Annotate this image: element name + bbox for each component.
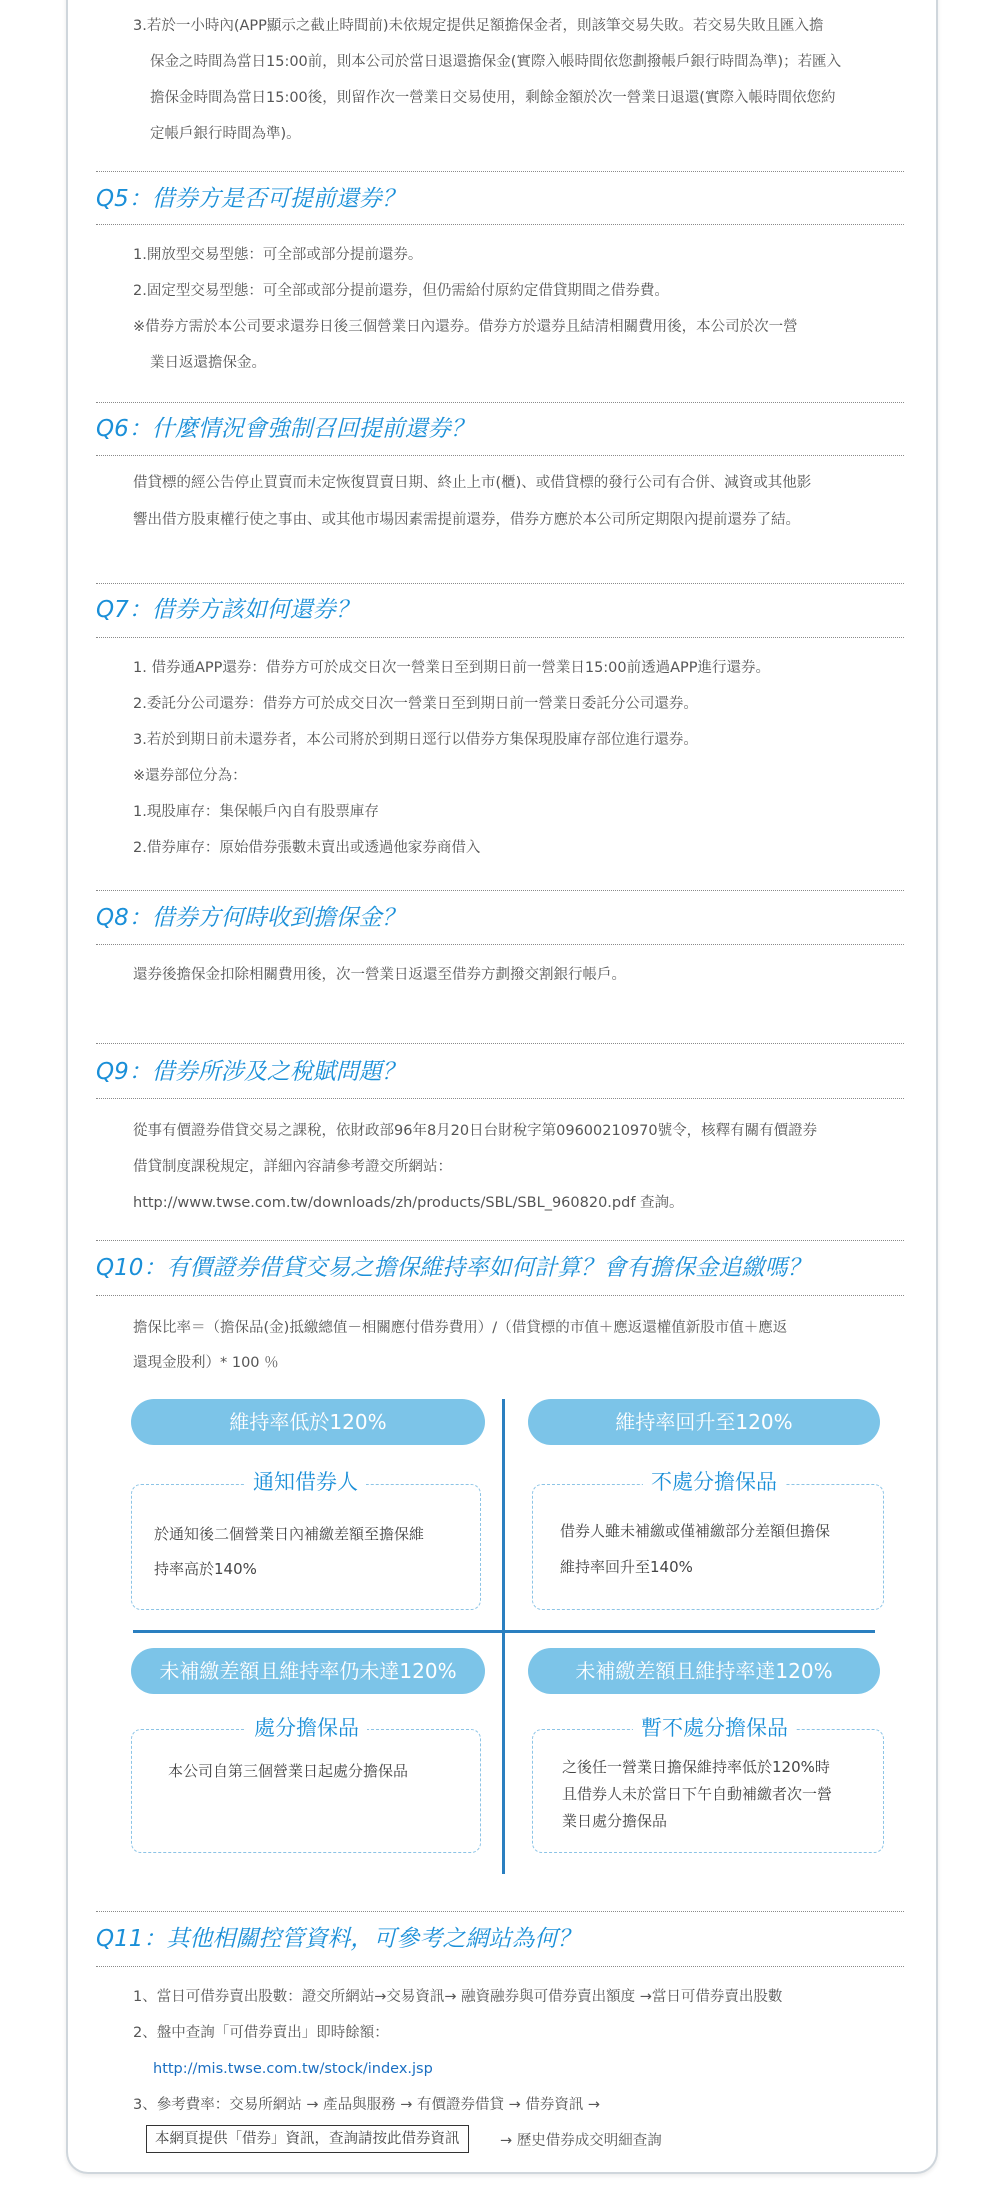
q11-title: Q11：其他相關控管資料，可參考之網站為何？ (96, 1926, 581, 1952)
diagram-horizontal-divider (133, 1630, 875, 1633)
divider (96, 637, 904, 638)
quadrant-2-text-line-2: 維持率回升至140% (560, 1558, 693, 1576)
divider (96, 1240, 904, 1241)
quadrant-4-condition-pill: 未補繳差額且維持率達120% (528, 1648, 880, 1694)
quadrant-4-text-line-3: 業日處分擔保品 (562, 1812, 668, 1830)
q6-line-1: 借貸標的經公告停止買賣而未定恢復買賣日期、終止上市(櫃)、或借貸標的發行公司有合併、減資或其他影 (133, 475, 812, 491)
divider (96, 583, 904, 584)
quadrant-3-action-title: 處分擔保品 (246, 1715, 367, 1741)
quadrant-3-text-line-1: 本公司自第三個營業日起處分擔保品 (168, 1762, 409, 1780)
q5-line-3: ※借券方需於本公司要求還券日後三個營業日內還券。借券方於還券且結清相關費用後，本公司於次一營 (133, 319, 798, 335)
quadrant-2-condition-pill: 維持率回升至120% (528, 1399, 880, 1445)
q7-line-6: 2.借券庫存：原始借券張數未賣出或透過他家券商借入 (133, 840, 481, 856)
sbl-info-button[interactable]: 本網頁提供「借券」資訊，查詢請按此借券資訊 (146, 2125, 469, 2153)
q4-line-1: 3.若於一小時內(APP顯示之截止時間前)未依規定提供足額擔保金者，則該筆交易失敗。若交易失敗且匯入擔 (133, 18, 824, 34)
q7-line-4: ※還券部位分為： (133, 768, 247, 784)
q6-line-2: 響出借方股東權行使之事由、或其他市場因素需提前還券，借券方應於本公司所定期限內提前還券了結。 (133, 512, 800, 528)
q10-title: Q10：有價證券借貸交易之擔保維持率如何計算？會有擔保金追繳嗎？ (96, 1255, 811, 1281)
divider (96, 1966, 904, 1967)
divider (96, 1043, 904, 1044)
divider (96, 890, 904, 891)
q9-title: Q9：借券所涉及之稅賦問題？ (96, 1059, 405, 1085)
quadrant-1-action-title: 通知借券人 (245, 1469, 366, 1495)
q6-title: Q6：什麼情況會強制召回提前還券？ (96, 416, 474, 442)
q8-title: Q8：借券方何時收到擔保金？ (96, 905, 405, 931)
diagram-vertical-divider (502, 1399, 505, 1874)
q7-line-5: 1.現股庫存：集保帳戶內自有股票庫存 (133, 804, 379, 820)
quadrant-4-text-line-2: 且借券人未於當日下午自動補繳者次一營 (562, 1785, 833, 1803)
quadrant-3-action-box (131, 1729, 481, 1853)
q5-line-1: 1.開放型交易型態：可全部或部分提前還券。 (133, 247, 423, 263)
quadrant-2-text-line-1: 借券人雖未補繳或僅補繳部分差額但擔保 (560, 1522, 831, 1540)
q11-line-4-tail: → 歷史借券成交明細查詢 (500, 2133, 662, 2149)
divider (96, 944, 904, 945)
q9-line-3: http://www.twse.com.tw/downloads/zh/products/SBL/SBL_960820.pdf 查詢。 (133, 1195, 684, 1211)
q11-line-3: 3、參考費率：交易所網站 → 產品與服務 → 有價證券借貸 → 借券資訊 → (133, 2097, 601, 2113)
q5-title: Q5：借券方是否可提前還券？ (96, 186, 405, 212)
q4-line-4: 定帳戶銀行時間為準)。 (150, 126, 301, 142)
q7-title: Q7：借券方該如何還券？ (96, 597, 359, 623)
q4-line-3: 擔保金時間為當日15:00後，則留作次一營業日交易使用，剩餘金額於次一營業日退還(實際入帳時間依您約 (150, 90, 836, 106)
divider (96, 171, 904, 172)
q7-line-1: 1. 借券通APP還券：借券方可於成交日次一營業日至到期日前一營業日15:00前透過APP進行還券。 (133, 660, 771, 676)
q4-line-2: 保金之時間為當日15:00前，則本公司於當日退還擔保金(實際入帳時間依您劃撥帳戶銀行時間為準)；若匯入 (150, 54, 842, 70)
quadrant-2-action-box (532, 1484, 884, 1610)
q11-line-2: 2、盤中查詢「可借券賣出」即時餘額： (133, 2025, 389, 2041)
divider (96, 455, 904, 456)
q8-line-1: 還券後擔保金扣除相關費用後，次一營業日返還至借券方劃撥交割銀行帳戶。 (133, 967, 626, 983)
quadrant-1-text-line-1: 於通知後二個營業日內補繳差額至擔保維 (154, 1525, 425, 1543)
quadrant-2-action-title: 不處分擔保品 (643, 1469, 785, 1495)
quadrant-1-condition-pill: 維持率低於120% (131, 1399, 485, 1445)
q9-line-1: 從事有價證券借貸交易之課稅，依財政部96年8月20日台財稅字第09600210970號令，核釋有關有價證券 (133, 1123, 818, 1139)
q5-line-2: 2.固定型交易型態：可全部或部分提前還券，但仍需給付原約定借貸期間之借券費。 (133, 283, 669, 299)
divider (96, 1098, 904, 1099)
quadrant-1-text-line-2: 持率高於140% (154, 1560, 257, 1578)
q11-link-line (153, 2059, 433, 2079)
divider (96, 1295, 904, 1296)
quadrant-4-text-line-1: 之後任一營業日擔保維持率低於120%時 (562, 1758, 830, 1776)
divider (96, 1911, 904, 1912)
quadrant-4-action-title: 暫不處分擔保品 (633, 1715, 796, 1741)
quadrant-3-condition-pill: 未補繳差額且維持率仍未達120% (131, 1648, 485, 1694)
q11-line-1: 1、當日可借券賣出股數：證交所網站→交易資訊→ 融資融券與可借券賣出額度 →當日可借券賣出股數 (133, 1989, 783, 2005)
twse-mis-link[interactable]: http://mis.twse.com.tw/stock/index.jsp (153, 2061, 433, 2077)
q7-line-3: 3.若於到期日前未還券者，本公司將於到期日逕行以借券方集保現股庫存部位進行還券。 (133, 732, 698, 748)
q10-formula-line-2: 還現金股利）* 100 ％ (133, 1355, 279, 1371)
q7-line-2: 2.委託分公司還券：借券方可於成交日次一營業日至到期日前一營業日委託分公司還券。 (133, 696, 698, 712)
divider (96, 224, 904, 225)
q9-line-2: 借貸制度課稅規定，詳細內容請參考證交所網站： (133, 1159, 452, 1175)
divider (96, 402, 904, 403)
q10-formula-line-1: 擔保比率＝（擔保品(金)抵繳總值－相關應付借券費用）/（借貸標的市值＋應返還權值新股市值＋應返 (133, 1320, 788, 1336)
q5-line-4: 業日返還擔保金。 (150, 355, 266, 371)
